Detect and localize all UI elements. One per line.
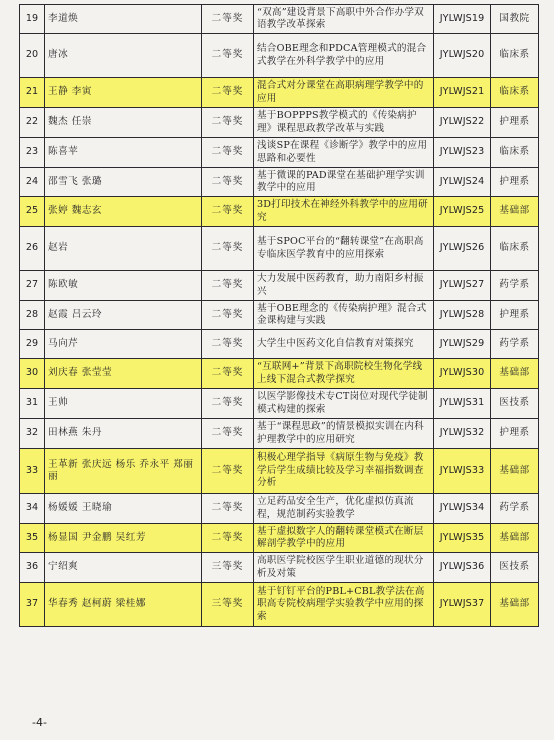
row-number: 26 <box>20 227 45 271</box>
row-number: 30 <box>20 359 45 389</box>
department: 临床系 <box>491 227 539 271</box>
row-number: 35 <box>20 524 45 553</box>
table-row <box>20 553 539 583</box>
author-names: 赵岩 <box>45 227 202 271</box>
author-names: 王静 李寅 <box>45 78 202 108</box>
table-row <box>20 108 539 138</box>
author-names: 杨显国 尹金鹏 吴红芳 <box>45 524 202 553</box>
paper-code: JYLWJS33 <box>434 449 491 494</box>
award-level: 二等奖 <box>202 494 254 524</box>
award-level: 二等奖 <box>202 34 254 78</box>
paper-title: 基于OBE理念的《传染病护理》混合式金课构建与实践 <box>254 301 434 330</box>
department: 护理系 <box>491 108 539 138</box>
row-number: 24 <box>20 168 45 197</box>
paper-title: 立足药品安全生产，优化虚拟仿真流程，规范制药实验教学 <box>254 494 434 524</box>
award-level: 二等奖 <box>202 271 254 301</box>
award-level: 二等奖 <box>202 359 254 389</box>
department: 护理系 <box>491 301 539 330</box>
table-row <box>20 301 539 330</box>
paper-title: “互联网+”背景下高职院校生物化学线上线下混合式教学探究 <box>254 359 434 389</box>
row-number: 31 <box>20 389 45 419</box>
paper-code: JYLWJS22 <box>434 108 491 138</box>
author-names: 赵霞 吕云玲 <box>45 301 202 330</box>
paper-code: JYLWJS28 <box>434 301 491 330</box>
award-level: 二等奖 <box>202 330 254 359</box>
paper-title: 结合OBE理念和PDCA管理模式的混合式教学在外科学教学中的应用 <box>254 34 434 78</box>
paper-code: JYLWJS25 <box>434 197 491 227</box>
paper-title: 浅谈SP在课程《诊断学》教学中的应用思路和必要性 <box>254 138 434 168</box>
table-row <box>20 197 539 227</box>
author-names: 田林燕 朱丹 <box>45 419 202 449</box>
department: 国教院 <box>491 5 539 34</box>
award-level: 三等奖 <box>202 583 254 627</box>
paper-title: 基于钉钉平台的PBL+CBL教学法在高职高专院校病理学实验教学中应用的探索 <box>254 583 434 627</box>
department: 护理系 <box>491 419 539 449</box>
author-names: 王帅 <box>45 389 202 419</box>
page-number: -4- <box>32 716 47 729</box>
paper-code: JYLWJS37 <box>434 583 491 627</box>
author-names: 魏杰 任崇 <box>45 108 202 138</box>
paper-title: 大学生中医药文化自信教育对策探究 <box>254 330 434 359</box>
author-names: 宁绍爽 <box>45 553 202 583</box>
table-row <box>20 583 539 627</box>
award-level: 二等奖 <box>202 301 254 330</box>
award-level: 二等奖 <box>202 419 254 449</box>
table-row <box>20 78 539 108</box>
table-row <box>20 494 539 524</box>
paper-title: 基于“课程思政”的情景模拟实训在内科护理教学中的应用研究 <box>254 419 434 449</box>
table-row <box>20 5 539 34</box>
department: 医技系 <box>491 389 539 419</box>
table-row <box>20 271 539 301</box>
award-level: 二等奖 <box>202 78 254 108</box>
award-level: 三等奖 <box>202 553 254 583</box>
row-number: 23 <box>20 138 45 168</box>
row-number: 34 <box>20 494 45 524</box>
department: 临床系 <box>491 78 539 108</box>
department: 临床系 <box>491 138 539 168</box>
row-number: 36 <box>20 553 45 583</box>
row-number: 37 <box>20 583 45 627</box>
paper-code: JYLWJS31 <box>434 389 491 419</box>
table-row <box>20 168 539 197</box>
department: 临床系 <box>491 34 539 78</box>
paper-code: JYLWJS23 <box>434 138 491 168</box>
author-names: 李道焕 <box>45 5 202 34</box>
table-row <box>20 330 539 359</box>
department: 药学系 <box>491 494 539 524</box>
award-level: 二等奖 <box>202 5 254 34</box>
department: 基础部 <box>491 449 539 494</box>
paper-code: JYLWJS32 <box>434 419 491 449</box>
table-row <box>20 419 539 449</box>
row-number: 21 <box>20 78 45 108</box>
author-names: 唐冰 <box>45 34 202 78</box>
award-level: 二等奖 <box>202 108 254 138</box>
paper-code: JYLWJS27 <box>434 271 491 301</box>
paper-title: 混合式对分课堂在高职病理学教学中的应用 <box>254 78 434 108</box>
paper-code: JYLWJS24 <box>434 168 491 197</box>
award-level: 二等奖 <box>202 197 254 227</box>
paper-title: 高职医学院校医学生职业道德的现状分析及对策 <box>254 553 434 583</box>
row-number: 25 <box>20 197 45 227</box>
paper-title: “双高”建设背景下高职中外合作办学双语教学改革探索 <box>254 5 434 34</box>
row-number: 28 <box>20 301 45 330</box>
department: 基础部 <box>491 583 539 627</box>
department: 基础部 <box>491 524 539 553</box>
department: 基础部 <box>491 197 539 227</box>
author-names: 陈喜苹 <box>45 138 202 168</box>
table-row <box>20 138 539 168</box>
department: 药学系 <box>491 271 539 301</box>
paper-code: JYLWJS29 <box>434 330 491 359</box>
author-names: 邵雪飞 张璐 <box>45 168 202 197</box>
paper-title: 基于虚拟数字人的翻转课堂模式在断层解剖学教学中的应用 <box>254 524 434 553</box>
row-number: 27 <box>20 271 45 301</box>
table-row <box>20 359 539 389</box>
author-names: 刘庆春 张莹莹 <box>45 359 202 389</box>
award-level: 二等奖 <box>202 227 254 271</box>
author-names: 华春秀 赵柯蔚 梁桂娜 <box>45 583 202 627</box>
paper-title: 大力发展中医药教育，助力南阳乡村振兴 <box>254 271 434 301</box>
paper-code: JYLWJS30 <box>434 359 491 389</box>
paper-code: JYLWJS19 <box>434 5 491 34</box>
paper-title: 3D打印技术在神经外科教学中的应用研究 <box>254 197 434 227</box>
award-level: 二等奖 <box>202 389 254 419</box>
department: 药学系 <box>491 330 539 359</box>
paper-title: 积极心理学指导《病原生物与免疫》教学后学生成绩比较及学习幸福指数调查分析 <box>254 449 434 494</box>
award-table-body <box>20 5 539 627</box>
row-number: 19 <box>20 5 45 34</box>
award-table <box>19 4 539 627</box>
department: 护理系 <box>491 168 539 197</box>
author-names: 王革新 张庆远 杨乐 乔永平 郑丽丽 <box>45 449 202 494</box>
department: 基础部 <box>491 359 539 389</box>
paper-title: 基于微课的PAD课堂在基础护理学实训教学中的应用 <box>254 168 434 197</box>
paper-code: JYLWJS21 <box>434 78 491 108</box>
paper-code: JYLWJS34 <box>434 494 491 524</box>
award-level: 二等奖 <box>202 168 254 197</box>
row-number: 22 <box>20 108 45 138</box>
table-row <box>20 449 539 494</box>
award-level: 二等奖 <box>202 524 254 553</box>
paper-code: JYLWJS35 <box>434 524 491 553</box>
author-names: 张婷 魏志玄 <box>45 197 202 227</box>
author-names: 杨媛媛 王晓瑜 <box>45 494 202 524</box>
table-row <box>20 227 539 271</box>
table-row <box>20 389 539 419</box>
table-row <box>20 524 539 553</box>
department: 医技系 <box>491 553 539 583</box>
paper-title: 基于BOPPPS教学模式的《传染病护理》课程思政教学改革与实践 <box>254 108 434 138</box>
award-level: 二等奖 <box>202 449 254 494</box>
author-names: 陈欧敏 <box>45 271 202 301</box>
author-names: 马向芹 <box>45 330 202 359</box>
row-number: 29 <box>20 330 45 359</box>
award-level: 二等奖 <box>202 138 254 168</box>
table-row <box>20 34 539 78</box>
paper-code: JYLWJS26 <box>434 227 491 271</box>
paper-code: JYLWJS20 <box>434 34 491 78</box>
paper-title: 以医学影像技术专CT岗位对现代学徒制模式构建的探索 <box>254 389 434 419</box>
row-number: 20 <box>20 34 45 78</box>
paper-code: JYLWJS36 <box>434 553 491 583</box>
row-number: 33 <box>20 449 45 494</box>
paper-title: 基于SPOC平台的“翻转课堂”在高职高专临床医学教育中的应用探索 <box>254 227 434 271</box>
row-number: 32 <box>20 419 45 449</box>
